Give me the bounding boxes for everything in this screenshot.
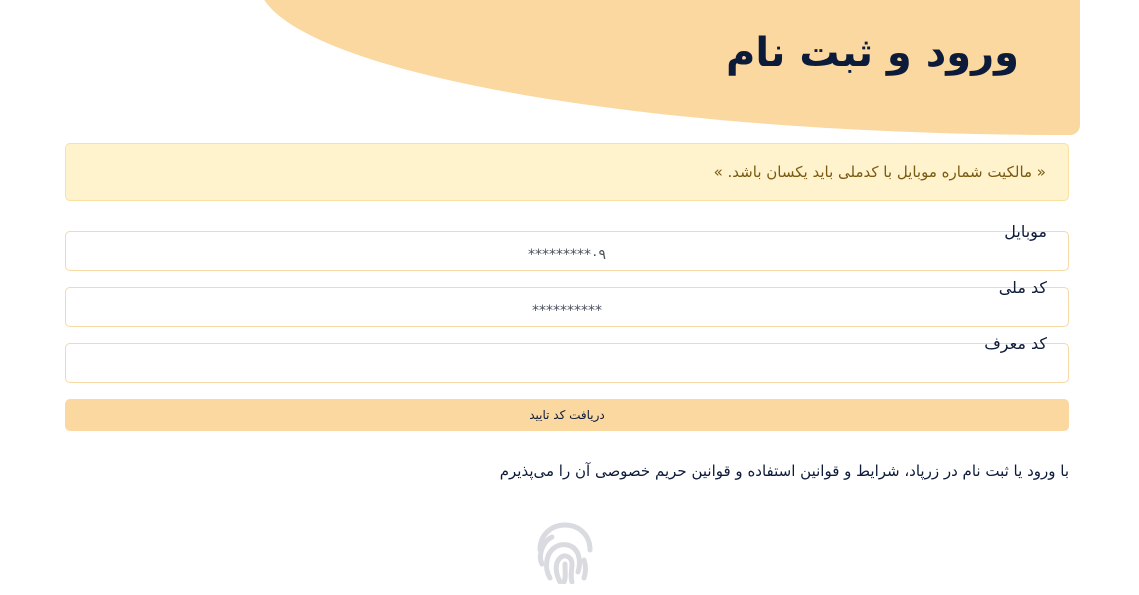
terms-text: با ورود یا ثبت نام در زرپاد، شرایط و قوانین استفاده و قوانین حریم خصوصی آن را می‌پذیرم xyxy=(499,462,1069,480)
page-title: ورود و ثبت نام xyxy=(726,30,1019,76)
mobile-label: موبایل xyxy=(1004,222,1047,241)
notice-text: « مالکیت شماره موبایل با کدملی باید یکسان باشد. » xyxy=(713,163,1046,181)
mobile-input[interactable] xyxy=(65,231,1069,271)
national-code-input[interactable] xyxy=(65,287,1069,327)
get-verification-code-button[interactable]: دریافت کد تایید xyxy=(65,399,1069,431)
referrer-code-input[interactable] xyxy=(65,343,1069,383)
referrer-code-label: کد معرف xyxy=(984,334,1047,353)
fingerprint-icon[interactable] xyxy=(534,520,596,584)
national-code-label: کد ملی xyxy=(998,278,1047,297)
notice-banner xyxy=(65,143,1069,201)
